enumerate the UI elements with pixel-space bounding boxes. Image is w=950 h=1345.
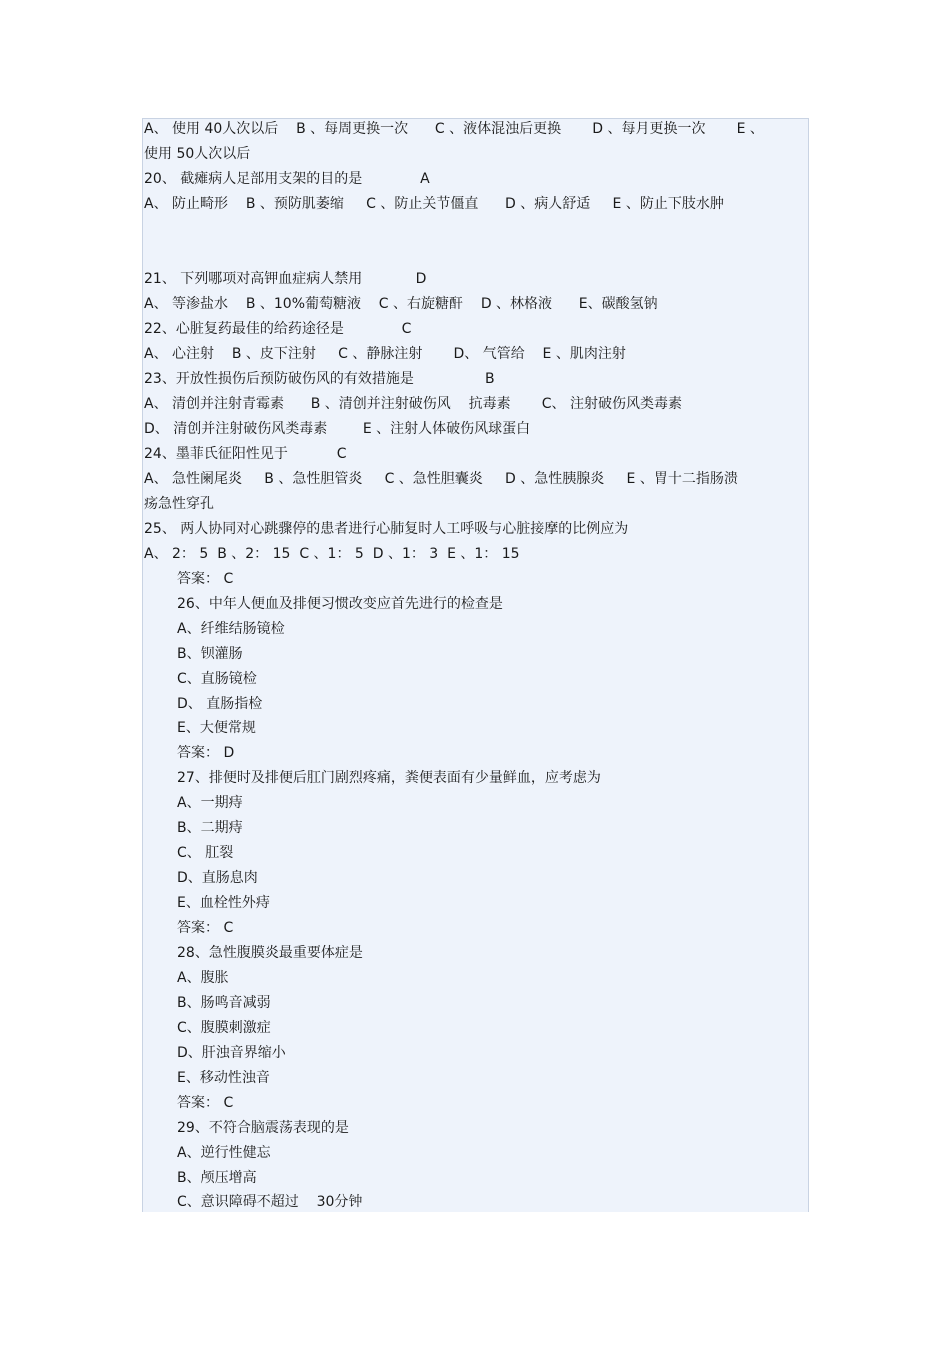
option-line: C、直肠镜检 — [177, 671, 257, 687]
option-line: A、逆行性健忘 — [177, 1145, 271, 1161]
option-line: B、二期痔 — [177, 820, 243, 836]
answer-line: 答案： C — [177, 920, 234, 936]
option-line: B、颅压增高 — [177, 1170, 257, 1186]
answer-line: 答案： C — [177, 1095, 234, 1111]
text-line: 使用 50人次以后 — [144, 146, 251, 162]
option-line: A、纤维结肠镜检 — [177, 621, 285, 637]
options-line: A、 防止畸形 B 、预防肌萎缩 C 、防止关节僵直 D 、病人舒适 E 、防止下肢水肿 — [144, 196, 724, 212]
options-line: A、 清创并注射青霉素 B 、清创并注射破伤风 抗毒素 C、 注射破伤风类毒素 — [144, 396, 682, 412]
answer-line: 答案： D — [177, 745, 235, 761]
question-line: 25、 两人协同对心跳骤停的患者进行心肺复时人工呼吸与心脏接摩的比例应为 — [144, 521, 629, 537]
option-line: D、 直肠指检 — [177, 696, 263, 712]
option-line: E、血栓性外痔 — [177, 895, 270, 911]
question-line: 22、心脏复药最佳的给药途径是 C — [144, 321, 412, 337]
option-line: B、钡灌肠 — [177, 646, 243, 662]
question-line: 21、 下列哪项对高钾血症病人禁用 D — [144, 271, 427, 287]
options-line: A、 心注射 B 、皮下注射 C 、静脉注射 D、 气管给 E 、肌肉注射 — [144, 346, 626, 362]
text-line: A、 使用 40人次以后 B 、每周更换一次 C 、液体混浊后更换 D 、每月更换一次 E 、 — [144, 121, 764, 137]
options-line: 疡急性穿孔 — [144, 496, 214, 512]
option-line: C、 肛裂 — [177, 845, 234, 861]
option-line: D、直肠息肉 — [177, 870, 258, 886]
options-line: D、 清创并注射破伤风类毒素 E 、注射人体破伤风球蛋白 — [144, 421, 531, 437]
question-line: 27、排便时及排便后肛门剧烈疼痛，粪便表面有少量鲜血，应考虑为 — [177, 770, 601, 786]
option-line: E、移动性浊音 — [177, 1070, 270, 1086]
question-line: 29、不符合脑震荡表现的是 — [177, 1120, 349, 1136]
option-line: D、肝浊音界缩小 — [177, 1045, 286, 1061]
question-line: 28、急性腹膜炎最重要体症是 — [177, 945, 363, 961]
option-line: C、意识障碍不超过 30分钟 — [177, 1194, 363, 1210]
option-line: B、肠鸣音减弱 — [177, 995, 271, 1011]
options-line: A、 急性阑尾炎 B 、急性胆管炎 C 、急性胆囊炎 D 、急性胰腺炎 E 、胃十二指肠溃 — [144, 471, 738, 487]
answer-line: 答案： C — [177, 571, 234, 587]
options-line: A、 2： 5 B 、2： 15 C 、1： 5 D 、1： 3 E 、1： 15 — [144, 546, 520, 562]
option-line: E、大便常规 — [177, 720, 256, 736]
question-line: 26、中年人便血及排便习惯改变应首先进行的检查是 — [177, 596, 503, 612]
options-line: A、 等渗盐水 B 、10%葡萄糖液 C 、右旋糖酐 D 、林格液 E、碳酸氢钠 — [144, 296, 658, 312]
question-line: 23、开放性损伤后预防破伤风的有效措施是 B — [144, 371, 495, 387]
option-line: C、腹膜刺激症 — [177, 1020, 271, 1036]
option-line: A、一期痔 — [177, 795, 243, 811]
question-line: 20、 截瘫病人足部用支架的目的是 A — [144, 171, 430, 187]
question-line: 24、墨菲氏征阳性见于 C — [144, 446, 347, 462]
option-line: A、腹胀 — [177, 970, 229, 986]
